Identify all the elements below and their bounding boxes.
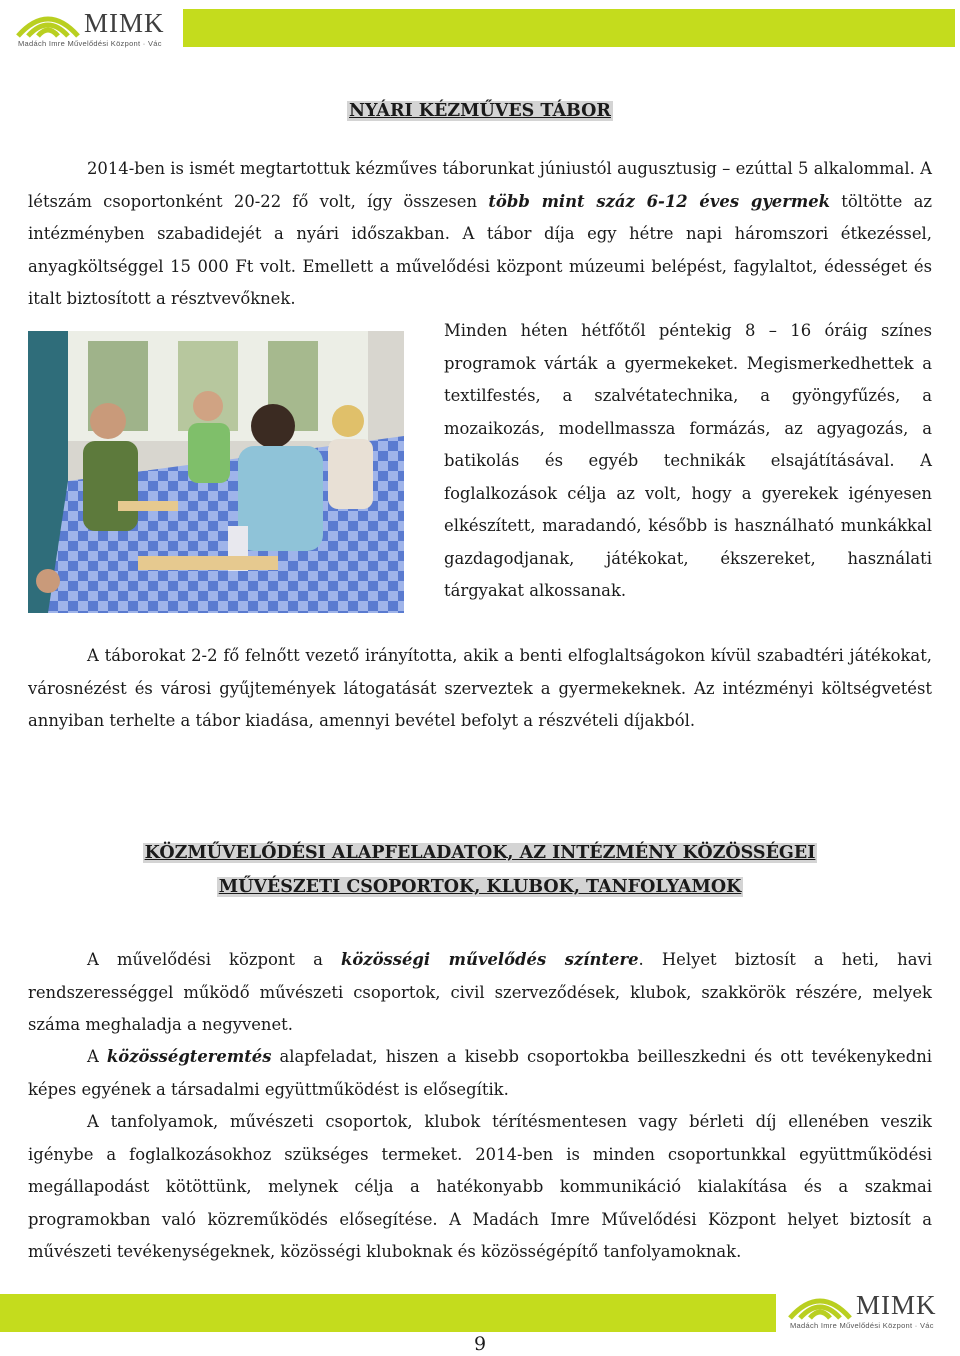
camp-photo	[28, 331, 404, 613]
mimk-logo-bottom	[786, 1286, 951, 1332]
logo-subtitle: Madách Imre Művelődési Központ · Vác	[790, 1321, 934, 1330]
header-accent-bar	[183, 9, 955, 47]
paragraph-community-venue: A művelődési központ a közösségi művelődés színtere. Helyet biztosít a heti, havi rendszerességgel működő művészeti csoportok, civil szerveződések, klubok, szakkörök részére, melyek száma meghaladja a negyvenet.	[28, 950, 932, 1034]
paragraph-camp-intro: 2014-ben is ismét megtartottuk kézműves táborunkat júniustól augusztusig – ezúttal 5 alkalommal. A létszám csoportonként 20-22 fő volt, így összesen több mint száz 6-12 éves gyermek töltötte az intézményben szabadidejét a nyári időszakban. A tábor díja egy hétre napi háromszori étkezéssel, anyagköltséggel 15 000 Ft volt. Emellett a művelődési központ múzeumi belépést, fagylaltot, édességet és italt biztosított a résztvevőknek.	[28, 159, 933, 308]
sun-arches-icon	[14, 6, 82, 42]
logo-subtitle: Madách Imre Művelődési Központ · Vác	[18, 39, 162, 48]
paragraph-camp-leaders: A táborokat 2-2 fő felnőtt vezető irányította, akik a benti elfoglaltságokon kívül szabadtéri játékokat, városnézést és városi gyűjtemények látogatását szerveztek a gyermekeknek. Az intézményi költségvetést annyiban terhelte a tábor kiadása, amennyi bevétel befolyt a részvételi díjakból.	[28, 646, 932, 730]
logo-wordmark: MIMK	[84, 8, 165, 38]
paragraph-community-building: A közösségteremtés alapfeladat, hiszen a kisebb csoportokba beilleszkedni és ott tevékenykedni képes egyének a társadalmi együttműködést is elősegítik.	[28, 1047, 932, 1099]
paragraph-courses: A tanfolyamok, művészeti csoportok, klubok térítésmentesen vagy bérleti díj ellenében veszik igénybe a foglalkozásokhoz szükséges termeket. 2014-ben is minden csoportunkkal együttműködési megállapodást kötöttünk, melynek célja a hatékonyabb kommunikáció kialakítása és a szakmai programokban való közreműködés elősegítése. A Madách Imre Művelődési Központ helyet biztosít a művészeti tevékenységeknek, közösségi kluboknak és közösségépítő tanfolyamoknak.	[28, 1112, 932, 1261]
section-title-line2: MŰVÉSZETI CSOPORTOK, KLUBOK, TANFOLYAMOK	[218, 877, 742, 897]
section-title-line1: KÖZMŰVELŐDÉSI ALAPFELADATOK, AZ INTÉZMÉNY KÖZÖSSÉGEI	[144, 843, 816, 863]
logo-wordmark: MIMK	[856, 1290, 937, 1320]
page-number: 9	[473, 1333, 487, 1355]
section-title-summer-camp: NYÁRI KÉZMŰVES TÁBOR	[349, 101, 611, 121]
paragraph-camp-programs: Minden héten hétfőtől péntekig 8 – 16 óráig színes programok várták a gyermekeket. Megismerkedhettek a textilfestés, a szalvétatechnika, a gyöngyfűzés, a mozaikozás, modellmassza formázás, az agyagozás, a batikolás és egyéb technikák elsajátításával. A foglalkozások célja az volt, hogy a gyerekek igényesen elkészített, maradandó, később is használható munkákkal gazdagodjanak, játékokat, ékszereket, használati tárgyakat alkossanak.	[444, 321, 932, 600]
mimk-logo-top	[14, 4, 179, 50]
footer-accent-bar	[0, 1294, 776, 1332]
sun-arches-icon	[786, 1288, 854, 1324]
